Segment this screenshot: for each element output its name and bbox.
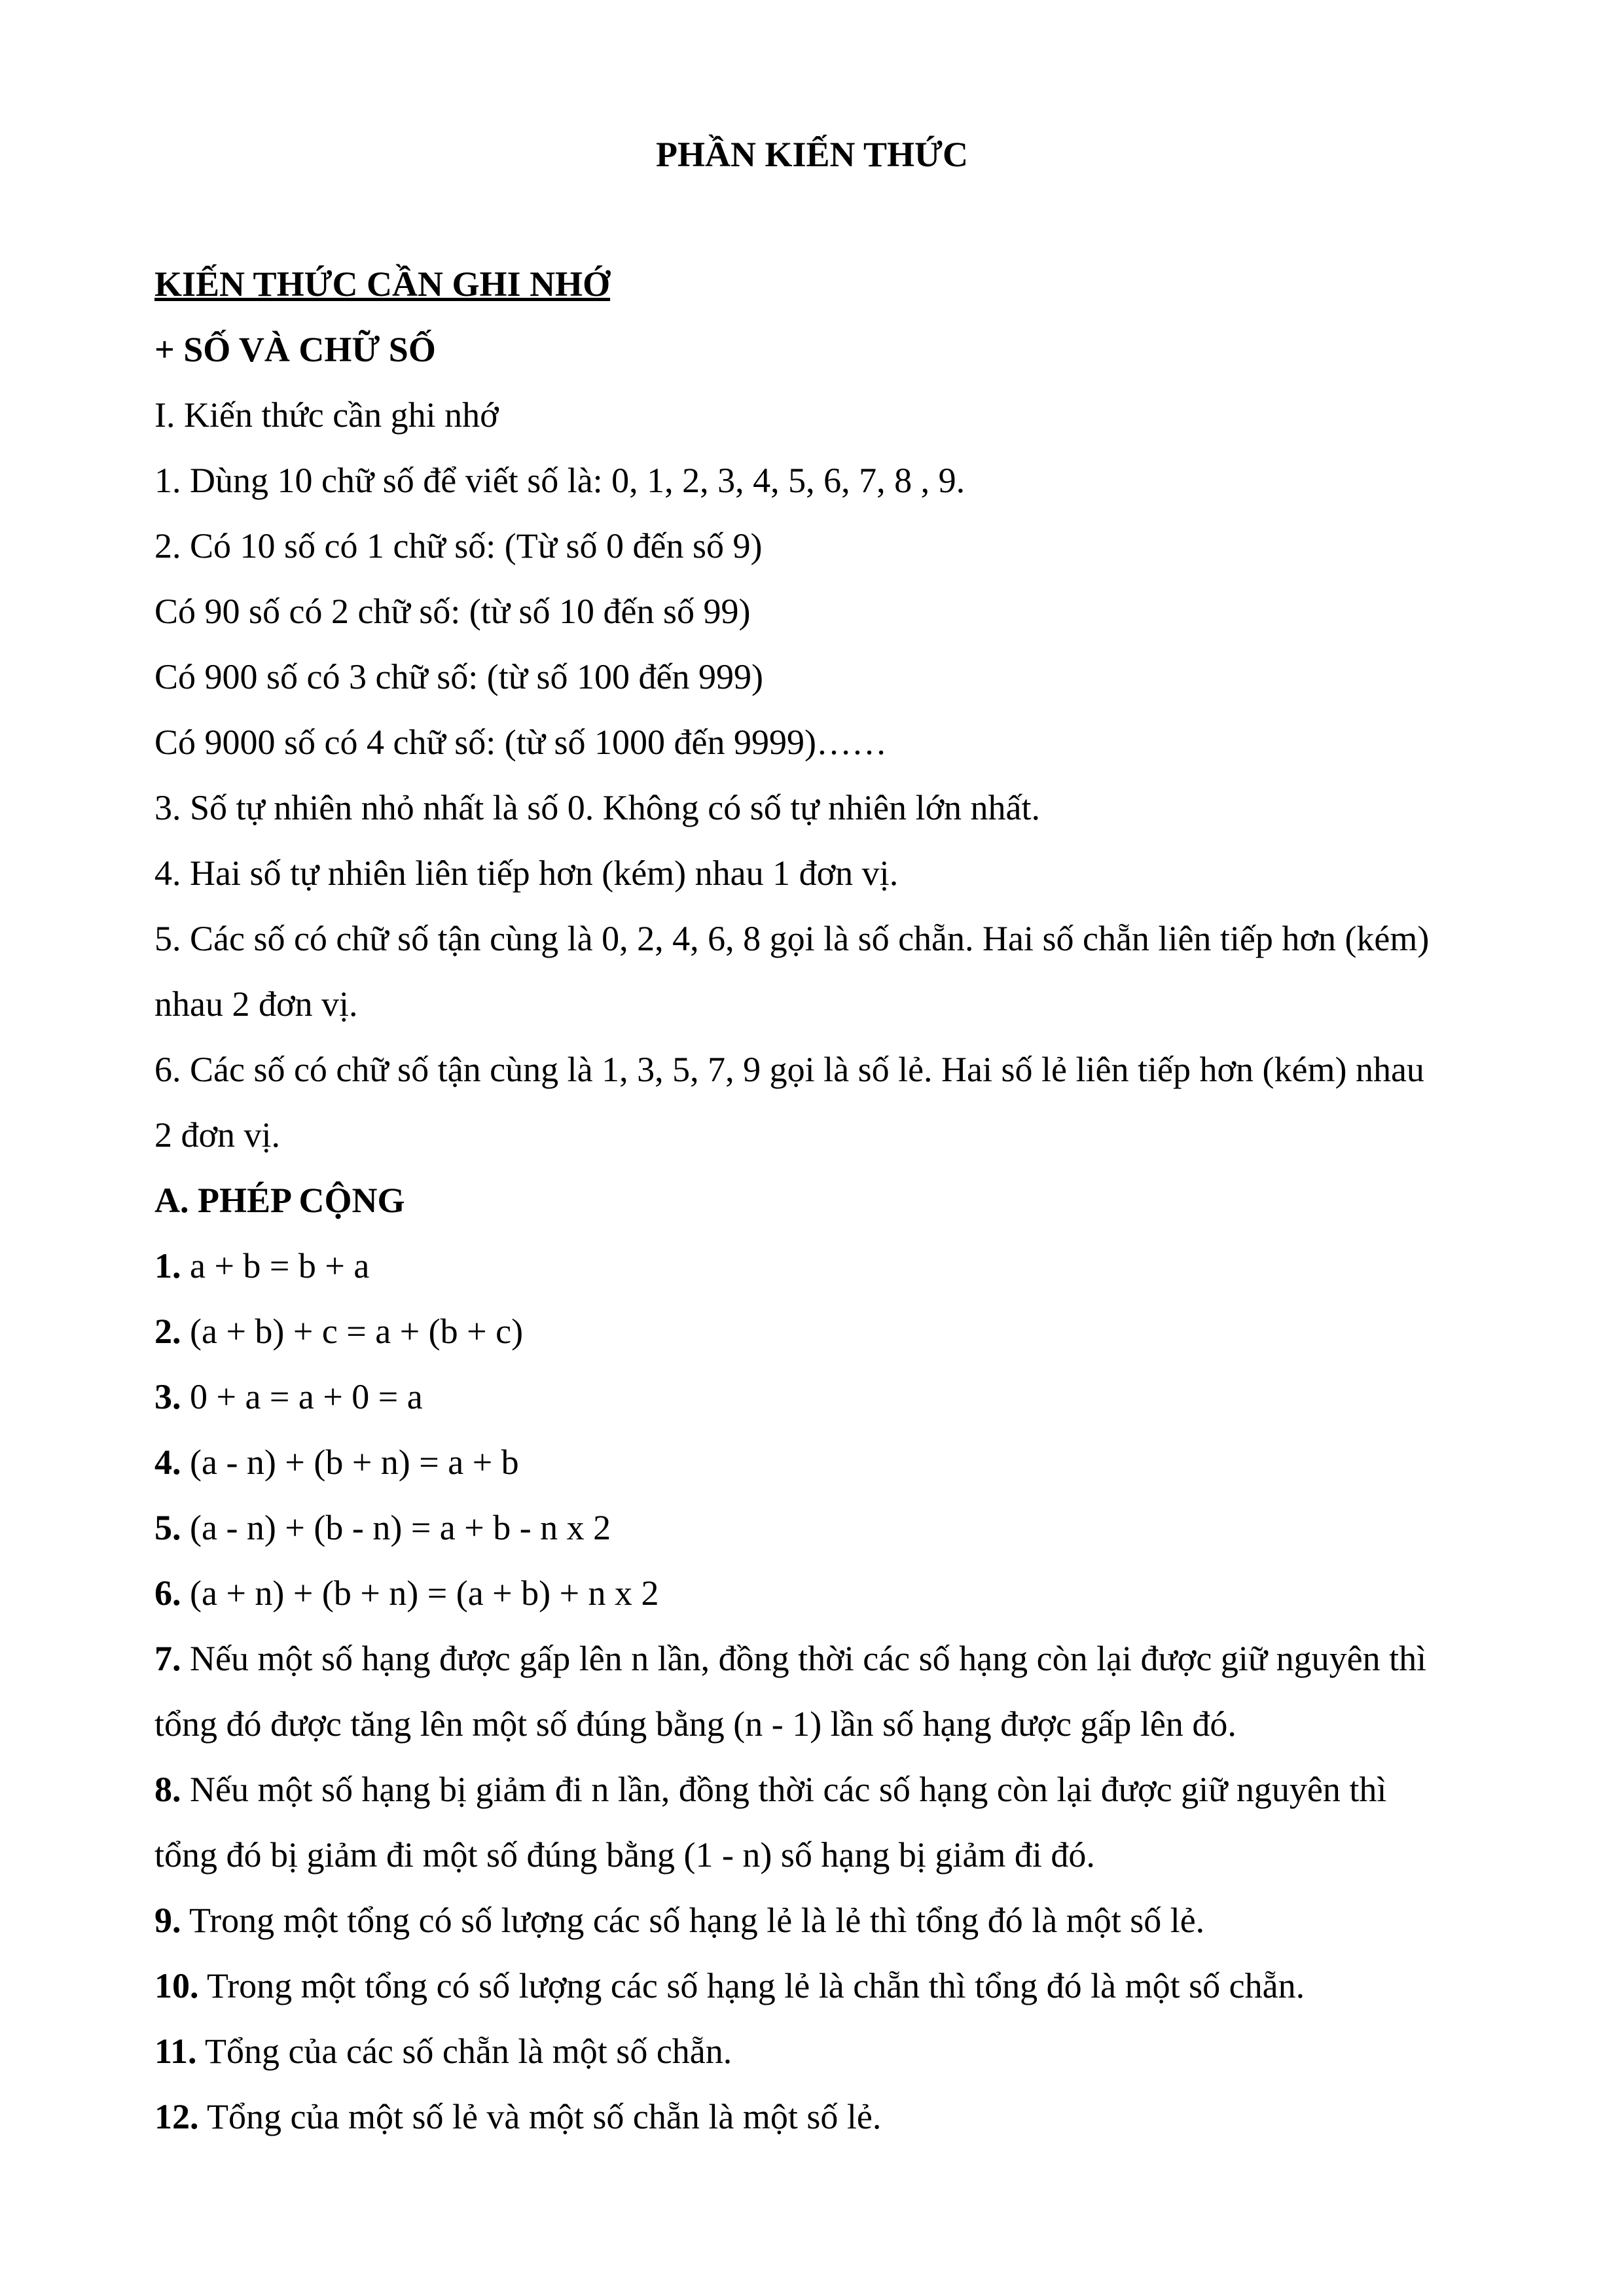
rule-line: [154, 1507, 611, 1549]
rule-number: 1.: [154, 1246, 181, 1285]
rule-line: [154, 1310, 523, 1352]
rule-number: 5.: [154, 1508, 181, 1547]
addition-heading: A. PHÉP CỘNG: [154, 1181, 405, 1220]
rule-line: [154, 2096, 881, 2138]
rule-text: tổng đó được tăng lên một số đúng bằng (n - 1) lần số hạng được gấp lên đó.: [154, 1704, 1236, 1744]
rule-number: 9.: [154, 1901, 181, 1940]
rule-number: 4.: [154, 1443, 181, 1482]
rule-line: [154, 1899, 1204, 1941]
text-line: 2. Có 10 số có 1 chữ số: (Từ số 0 đến số 9): [154, 526, 763, 565]
rule-text: (a - n) + (b - n) = a + b - n x 2: [181, 1508, 611, 1547]
rule-text: a + b = b + a: [181, 1246, 370, 1285]
rule-text: tổng đó bị giảm đi một số đúng bằng (1 - n) số hạng bị giảm đi đó.: [154, 1835, 1095, 1874]
rule-text: Tổng của một số lẻ và một số chẵn là một số lẻ.: [198, 2097, 882, 2136]
rule-text: Trong một tổng có số lượng các số hạng lẻ là chẵn thì tổng đó là một số chẵn.: [198, 1966, 1305, 2005]
rule-number: 6.: [154, 1573, 181, 1613]
text-line: Có 90 số có 2 chữ số: (từ số 10 đến số 99): [154, 592, 751, 631]
rule-line: [154, 1638, 1426, 1679]
text-line: 1. Dùng 10 chữ số để viết số là: 0, 1, 2, 3, 4, 5, 6, 7, 8 , 9.: [154, 461, 965, 500]
rule-number: 11.: [154, 2032, 197, 2071]
rule-text: Tổng của các số chẵn là một số chẵn.: [196, 2032, 732, 2071]
rule-line-continued: [154, 1703, 1236, 1745]
text-line: Có 9000 số có 4 chữ số: (từ số 1000 đến 9999)……: [154, 723, 887, 762]
rule-text: Nếu một số hạng được gấp lên n lần, đồng thời các số hạng còn lại được giữ nguyên thì: [181, 1639, 1427, 1678]
rule-number: 8.: [154, 1770, 181, 1809]
rule-text: (a + b) + c = a + (b + c): [181, 1312, 524, 1351]
text-line: 2 đơn vị.: [154, 1115, 281, 1155]
rule-text: Nếu một số hạng bị giảm đi n lần, đồng thời các số hạng còn lại được giữ nguyên thì: [181, 1770, 1387, 1809]
rule-line: [154, 1376, 423, 1418]
part-heading: I. Kiến thức cần ghi nhớ: [154, 395, 499, 435]
rule-text: Trong một tổng có số lượng các số hạng lẻ là lẻ thì tổng đó là một số lẻ.: [181, 1901, 1205, 1940]
rule-line: [154, 2030, 732, 2072]
page-title: PHẦN KIẾN THỨC: [655, 135, 969, 174]
text-line: 3. Số tự nhiên nhỏ nhất là số 0. Không có số tự nhiên lớn nhất.: [154, 788, 1040, 827]
rule-number: 7.: [154, 1639, 181, 1678]
rule-line: [154, 1441, 519, 1483]
text-line: Có 900 số có 3 chữ số: (từ số 100 đến 999): [154, 657, 763, 696]
rule-number: 2.: [154, 1312, 181, 1351]
rule-line: [154, 1245, 369, 1287]
text-line: nhau 2 đơn vị.: [154, 984, 358, 1024]
rule-text: 0 + a = a + 0 = a: [181, 1377, 423, 1416]
rule-line: [154, 1768, 1386, 1810]
rule-line-continued: [154, 1834, 1095, 1876]
rule-line: [154, 1965, 1305, 2007]
rule-text: (a - n) + (b + n) = a + b: [181, 1443, 519, 1482]
section-heading: KIẾN THỨC CẦN GHI NHỚ: [154, 264, 611, 304]
text-line: 5. Các số có chữ số tận cùng là 0, 2, 4, 6, 8 gọi là số chẵn. Hai số chẵn liên tiếp hơn (kém): [154, 919, 1430, 958]
rule-number: 10.: [154, 1966, 199, 2005]
text-line: 4. Hai số tự nhiên liên tiếp hơn (kém) nhau 1 đơn vị.: [154, 853, 899, 893]
text-line: 6. Các số có chữ số tận cùng là 1, 3, 5, 7, 9 gọi là số lẻ. Hai số lẻ liên tiếp hơn (kém) nhau: [154, 1050, 1424, 1089]
rule-line: [154, 1572, 659, 1614]
rule-number: 3.: [154, 1377, 181, 1416]
rule-number: 12.: [154, 2097, 199, 2136]
rule-text: (a + n) + (b + n) = (a + b) + n x 2: [181, 1573, 659, 1613]
subsection-heading: + SỐ VÀ CHỮ SỐ: [154, 330, 436, 369]
